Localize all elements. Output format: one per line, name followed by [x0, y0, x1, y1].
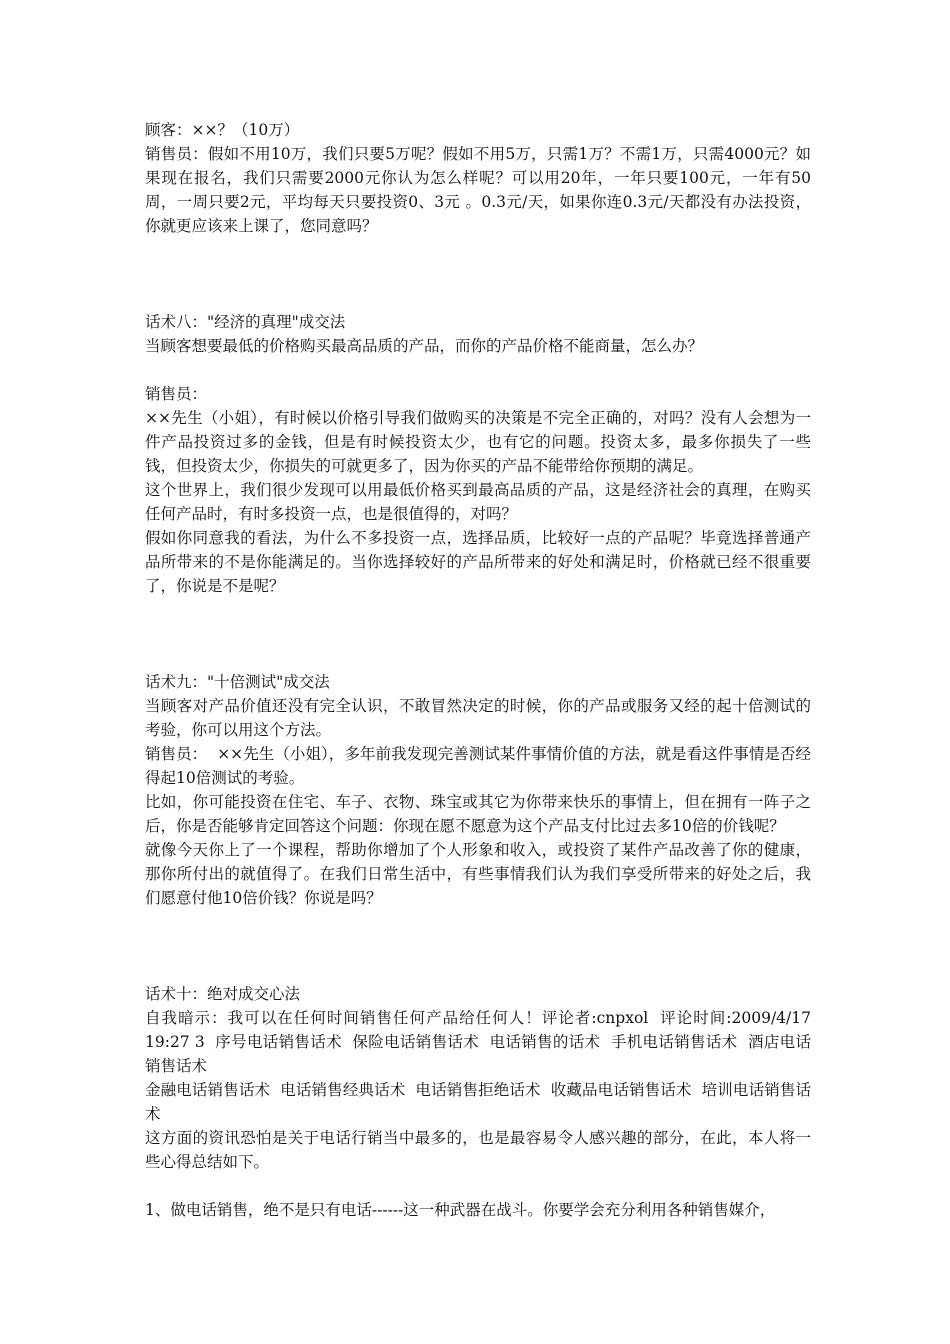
section-heading-8: 话术八："经济的真理"成交法 [145, 313, 346, 331]
paragraph: 这个世界上，我们很少发现可以用最低价格买到最高品质的产品，这是经济社会的真理，在购买任何产品时，有时多投资一点，也是很值得的，对吗？ [145, 481, 811, 523]
salesperson-reply: 销售员：假如不用10万，我们只要5万呢？假如不用5万，只需1万？不需1万，只需4000元？如果现在报名，我们只需要2000元你认为怎么样呢？可以用20年，一年只要100元，一年有50周，一周只要2元，平均每天只要投资0、3元 。0.3元/天，如果你连0.3元/天都没有办法投资，你就更应该来上课了，您同意吗？ [145, 145, 811, 235]
paragraph: 假如你同意我的看法，为什么不多投资一点，选择品质，比较好一点的产品呢？毕竟选择普通产品所带来的不是你能满足的。当你选择较好的产品所带来的好处和满足时，价格就已经不很重要了，你说是不是呢？ [145, 529, 811, 595]
section-heading-9: 话术九："十倍测试"成交法 [145, 673, 330, 691]
section-spacer [145, 238, 811, 310]
paragraph-spacer [145, 1174, 811, 1198]
paragraph: 比如，你可能投资在住宅、车子、衣物、珠宝或其它为你带来快乐的事情上，但在拥有一阵子之后，你是否能够肯定回答这个问题：你现在愿不愿意为这个产品支付比过去多10倍的价钱呢？ [145, 793, 811, 835]
section-spacer [145, 910, 811, 982]
section-spacer [145, 598, 811, 670]
speaker-label: 销售员： [145, 385, 208, 403]
paragraph: 这方面的资讯恐怕是关于电话行销当中最多的，也是最容易令人感兴趣的部分，在此，本人将一些心得总结如下。 [145, 1129, 811, 1171]
document-body [145, 118, 816, 1222]
scenario-text: 当顾客想要最低的价格购买最高品质的产品，而你的产品价格不能商量，怎么办？ [145, 337, 704, 355]
paragraph: 就像今天你上了一个课程，帮助你增加了个人形象和收入，或投资了某件产品改善了你的健康，那你所付出的就值得了。在我们日常生活中，有些事情我们认为我们享受所带来的好处之后，我们愿意付他10倍价钱？你说是吗？ [145, 841, 811, 907]
section-heading-10: 话术十：绝对成交心法 [145, 985, 301, 1003]
scenario-text: 当顾客对产品价值还没有完全认识，不敢冒然决定的时候，你的产品或服务又经的起十倍测试的考验，你可以用这个方法。 [145, 697, 811, 739]
paragraph: 自我暗示：我可以在任何时间销售任何产品给任何人！评论者:cnpxol 评论时间:2009/4/17 19:27 3 序号电话销售话术 保险电话销售话术 电话销售的话术 手机电话销售话术 酒店电话销售话术 [145, 1009, 816, 1075]
paragraph: 金融电话销售话术 电话销售经典话术 电话销售拒绝话术 收藏品电话销售话术 培训电话销售话术 [145, 1081, 811, 1123]
paragraph-spacer [145, 358, 811, 382]
customer-line: 顾客：××？（10万） [145, 121, 300, 139]
paragraph: 销售员： ××先生（小姐），多年前我发现完善测试某件事情价值的方法，就是看这件事情是否经得起10倍测试的考验。 [145, 745, 811, 787]
numbered-paragraph: 1、做电话销售，绝不是只有电话------这一种武器在战斗。你要学会充分利用各种销售媒介， [145, 1201, 776, 1219]
paragraph: ××先生（小姐），有时候以价格引导我们做购买的决策是不完全正确的，对吗？没有人会想为一件产品投资过多的金钱，但是有时候投资太少，也有它的问题。投资太多，最多你损失了一些钱，但投资太少，你损失的可就更多了，因为你买的产品不能带给你预期的满足。 [145, 409, 811, 475]
